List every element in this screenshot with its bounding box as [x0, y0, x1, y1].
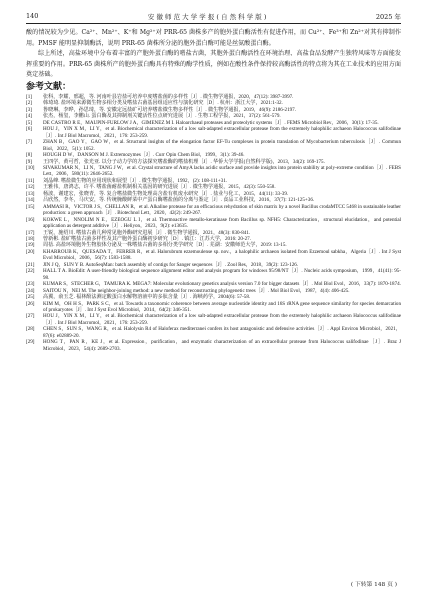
reference-text: 吕欣然，李冬，马庆安，等. 传统腌酸鲜菜中产蛋白酶嗜盐菌的分离与鉴定［J］. 食品工业科技，2016，37(7): 121-125+36. [43, 197, 315, 204]
body-paragraph: 酸的情况较为少见。Ca²⁺、Mn²⁺、K⁺和 Mg²⁺对 PRR-65 菌株多产的胞外蛋白酶活性有促进作用，而 Cu²⁺、Fe³⁺和 Zn²⁺对其有抑制作用。PMSF 能明显抑制酶活，说明 PRR-65 菌株所分泌的胞外蛋白酶可能是丝氨酸蛋白酶。 [26, 29, 401, 47]
reference-text: 曾新彬. 盐矿嗜盐古菌多样性及其产胞外蛋白酶初步研究［D］. 镇江：江苏大学，2016: 20-27. [43, 235, 251, 242]
reference-number: [11] [26, 177, 35, 184]
reference-text: 张科，李耀，邢超，等. 河南叶县岩盐可培养中度嗜盐菌的多样性［J］. 微生物学通报，2020，47(12): 3987-3997. [43, 94, 294, 100]
reference-text: 王锐，施绍川. 嗜盐古菌几种常见胞外酶研究进展［J］. 微生物学通报，2021，48(3): 830-841. [43, 229, 251, 236]
reference-text: KIM M，OH H S，PARK S C，et al. Towards a taxonomic coherence between average nucleotide identity and 16S rRNA gene sequence similarity for species demarcation of prokaryotes［J］. Int J Syst Evol Microbiol，2014，64(2): 346-351. [43, 300, 401, 313]
reference-number: [12] [26, 184, 35, 191]
reference-number: [17] [26, 229, 35, 236]
reference-number: [25] [26, 294, 35, 301]
reference-number: [29] [26, 339, 35, 346]
reference-text: JIN J Q，SUN Y B. AutoSeqMan: batch assembly of contigs for Sanger sequences［J］. Zool Res，2018，39(2): 123-126. [43, 261, 299, 268]
reference-number: [20] [26, 248, 35, 255]
reference-text: CHEN S，SUN S，WANG R，et al. Halolysin R4 of Haloferax mediterranei confers its host antagonistic and defensive activities［J］. Appl Environ Microbiol，2021，87(6): e02889-20. [43, 326, 401, 339]
continued-note: ( 下转第 148 页 ) [350, 582, 397, 588]
body-text [26, 28, 401, 81]
reference-text: KOKWE L，NNOLIM N E，EZEOGU L I，et al. Thermoactive metallo-keratinase from Bacillus sp. NFH5: Characterization，structural elucidation，and potential application as detergent additive［J］. Heliyon，2023，9(2): e13635. [43, 216, 401, 230]
reference-text: 王雅伟，唐鸿志，许平. 嗜盐菌耐盐机制相关基因的研究进展［J］. 微生物学通报，2015，42(3): 550-558. [43, 184, 276, 191]
reference-text: 杨波，谢建宏，张晓青，等. 复合嗜盐微生物处理高含盐有机废水研究［J］. 盐业与化工，2015，44(11): 33-39. [43, 190, 289, 197]
reference-text: ZHAN B，GAO Y，GAO W，et al. Structural insights of the elongation factor EF-Tu complexes in protein translation of Mycobacterium tuberculosis［J］. Commun Biol，2022，5(1): 1052. [43, 139, 401, 152]
reference-number: [22] [26, 268, 35, 275]
reference-number: [8] [26, 152, 32, 159]
reference-number: [27] [26, 313, 35, 320]
references-heading: 参考文献： [26, 82, 72, 92]
reference-text: KUMAR S，STECHER G，TAMURA K. MEGA7: Molecular evolutionary genetics analysis version 7.0 for bigger datasets［J］. Mol Biol Evol，2016，33(7): 1870-1874. [43, 281, 401, 288]
reference-text: HOU J，YIN X M，LI Y，et al. Biochemical characterization of a low salt-adapted extracellular protease from the extremely halophilic archaeon Halococcus salifodinae［J］. Int J Biol Macromol，2021，176: 253-259. [43, 313, 401, 326]
page-header [26, 10, 401, 22]
reference-number: [6] [26, 126, 32, 133]
reference-text: 鲁晓琳，李晔，孙思琦，等. 安徽定远盐矿可培养嗜盐微生物多样性［J］. 微生物学通报，2019，46(9): 2186-2197. [43, 106, 296, 113]
header-divider [26, 23, 401, 24]
reference-text: HALL T A. BioEdit: A user-friendly biological sequence alignment editor and analysis program for windows 95/98/NT［J］. Nucleic acids symposium，1999，41(41): 95-98. [43, 268, 401, 281]
reference-number: [5] [26, 119, 32, 126]
reference-number: [3] [26, 106, 32, 113]
reference-number: [16] [26, 216, 35, 223]
reference-number: [24] [26, 287, 35, 294]
reference-item [26, 313, 401, 326]
reference-number: [21] [26, 261, 35, 268]
reference-item [26, 165, 401, 178]
reference-text: 周蓓. 高盐环境胞外生物胶体分泌及一株嗜盐古菌的多相分类学研究［D］. 芜湖：安徽师范大学，2019: 13-15. [43, 242, 287, 249]
body-paragraph: 综上所述，高盐环境中分布着丰富的产胞外蛋白酶的嗜盐古菌，其胞外蛋白酶活性在环境治理、高盐食品发酵产生独特风味等方面能发挥重要的作用。PRR-65 菌株所产的胞外蛋白酶具有特殊的酶学性质，例如在酸性条件保持较高酶活性的特点将为其在工业技术的应用方面奠定基础。 [26, 50, 401, 78]
reference-text: DE CASTRO R E，MAUPIN-FURLOW J A，GIMENEZ M I. Haloarchaeal proteases and proteolytic systems［J］. FEMS Microbiol Rev，2006，30(1): 17-35. [43, 119, 379, 126]
reference-number: [23] [26, 281, 35, 288]
reference-item [26, 249, 401, 262]
reference-item [26, 126, 401, 139]
reference-number: [15] [26, 203, 35, 210]
reference-number: [10] [26, 164, 35, 171]
reference-text: 王四学，黄可哲，张光亚. 以分子动力学的方法探究嗜盐酶的嗜盐机理［J］. 华侨大学学报(自然科学版)，2013，34(2): 169-175. [43, 158, 325, 165]
reference-number: [2] [26, 100, 32, 107]
reference-text: SAITOU N，NEI M. The neighbor-joining method: a new method for reconstructing phylogenetic trees［J］. Mol Biol Evol，1987，4(4): 406-425. [43, 287, 350, 294]
reference-number: [7] [26, 139, 32, 146]
reference-item [26, 339, 401, 352]
reference-text: KHARROUB K，QUESADA T，FERRER R，et al. Halorubrum ezzemoulense sp. nov.，a halophilic archaeon isolated from Ezzemoul sabkha，Algeria［J］. Int J Syst Evol Microbiol，2006，56(7): 1583-1588. [43, 248, 401, 262]
reference-number: [9] [26, 158, 32, 165]
reference-text: HOU J，YIN X M，LI Y，et al. Biochemical characterization of a low salt-adapted extracellular protease from the extremely halophilic archaeon Halococcus salifodinae［J］. Int J Biol Macromol，2021，176: 253-259. [43, 126, 401, 139]
reference-text: HONG T，PAN R，KE J，et al. Expression，purification，and enzymatic characterization of an extracellular protease from Halococcus salifodinae［J］. Braz J Microbiol，2023，54(4): 2689-2703. [43, 339, 401, 352]
reference-item [26, 204, 401, 217]
reference-number: [28] [26, 326, 35, 333]
reference-item [26, 301, 401, 314]
reference-item [26, 268, 401, 281]
reference-text: SIVAKUMAR N，LI N，TANG J W，et al. Crystal structure of AmyA lacks acidic surface and provide insights into protein stability at poly-extreme condition［J］. FEBS Lett，2006，580(11): 2646-2652. [43, 164, 401, 178]
reference-text: 高翼，俞玉芝. 福林酚法测定酸蛋白水解物溶液中的多肽含量［J］. 海峡药学，2004(6): 57-58. [43, 294, 251, 301]
reference-text: HOUGH D W，DANSON M J. Extremozymes［J］. Curr Opin Chem Biol，1999，3(1): 39-46. [43, 152, 245, 159]
reference-text: 韩琦琦. 盐环境来源微生物多相分类及嗜盐古菌基因组适应性与演化研究［D］. 杭州：浙江大学，2021:1-32. [43, 100, 283, 107]
journal-title: 安 徽 师 范 大 学 学 报 ( 自 然 科 学 版 ) [147, 12, 267, 21]
reference-number: [26] [26, 300, 35, 307]
reference-number: [19] [26, 242, 35, 249]
reference-number: [1] [26, 94, 32, 100]
reference-text: AMMASI R，VICTOR J S，CHELLAN R，et al. Alkaline protease for an efficacious rehydration of skin matrix by a novel Bacillus crodaMTCC 5468 in sustainable leather production: a green approach［J］. Biotechnol Lett，2020，42(2): 249-267. [43, 203, 401, 217]
journal-year: 2025 年 [375, 12, 401, 21]
reference-text: 张杰，杨玺，李鹏山. 蛋白酶及其抑制剂关键活性位点研究进展［J］. 生物工程学报，2021，37(2): 561-579. [43, 113, 281, 120]
reference-item [26, 217, 401, 230]
reference-list [26, 94, 401, 352]
page-number: 140 [26, 12, 39, 20]
reference-item [26, 139, 401, 152]
reference-number: [14] [26, 197, 35, 204]
reference-number: [18] [26, 235, 35, 242]
reference-number: [4] [26, 113, 32, 120]
reference-number: [13] [26, 190, 35, 197]
reference-text: 刘晶峰. 嗜盐微生物的应用现状和展望［J］. 微生物学通报，1992，(2): 108-111+31. [43, 177, 228, 184]
reference-item [26, 326, 401, 339]
